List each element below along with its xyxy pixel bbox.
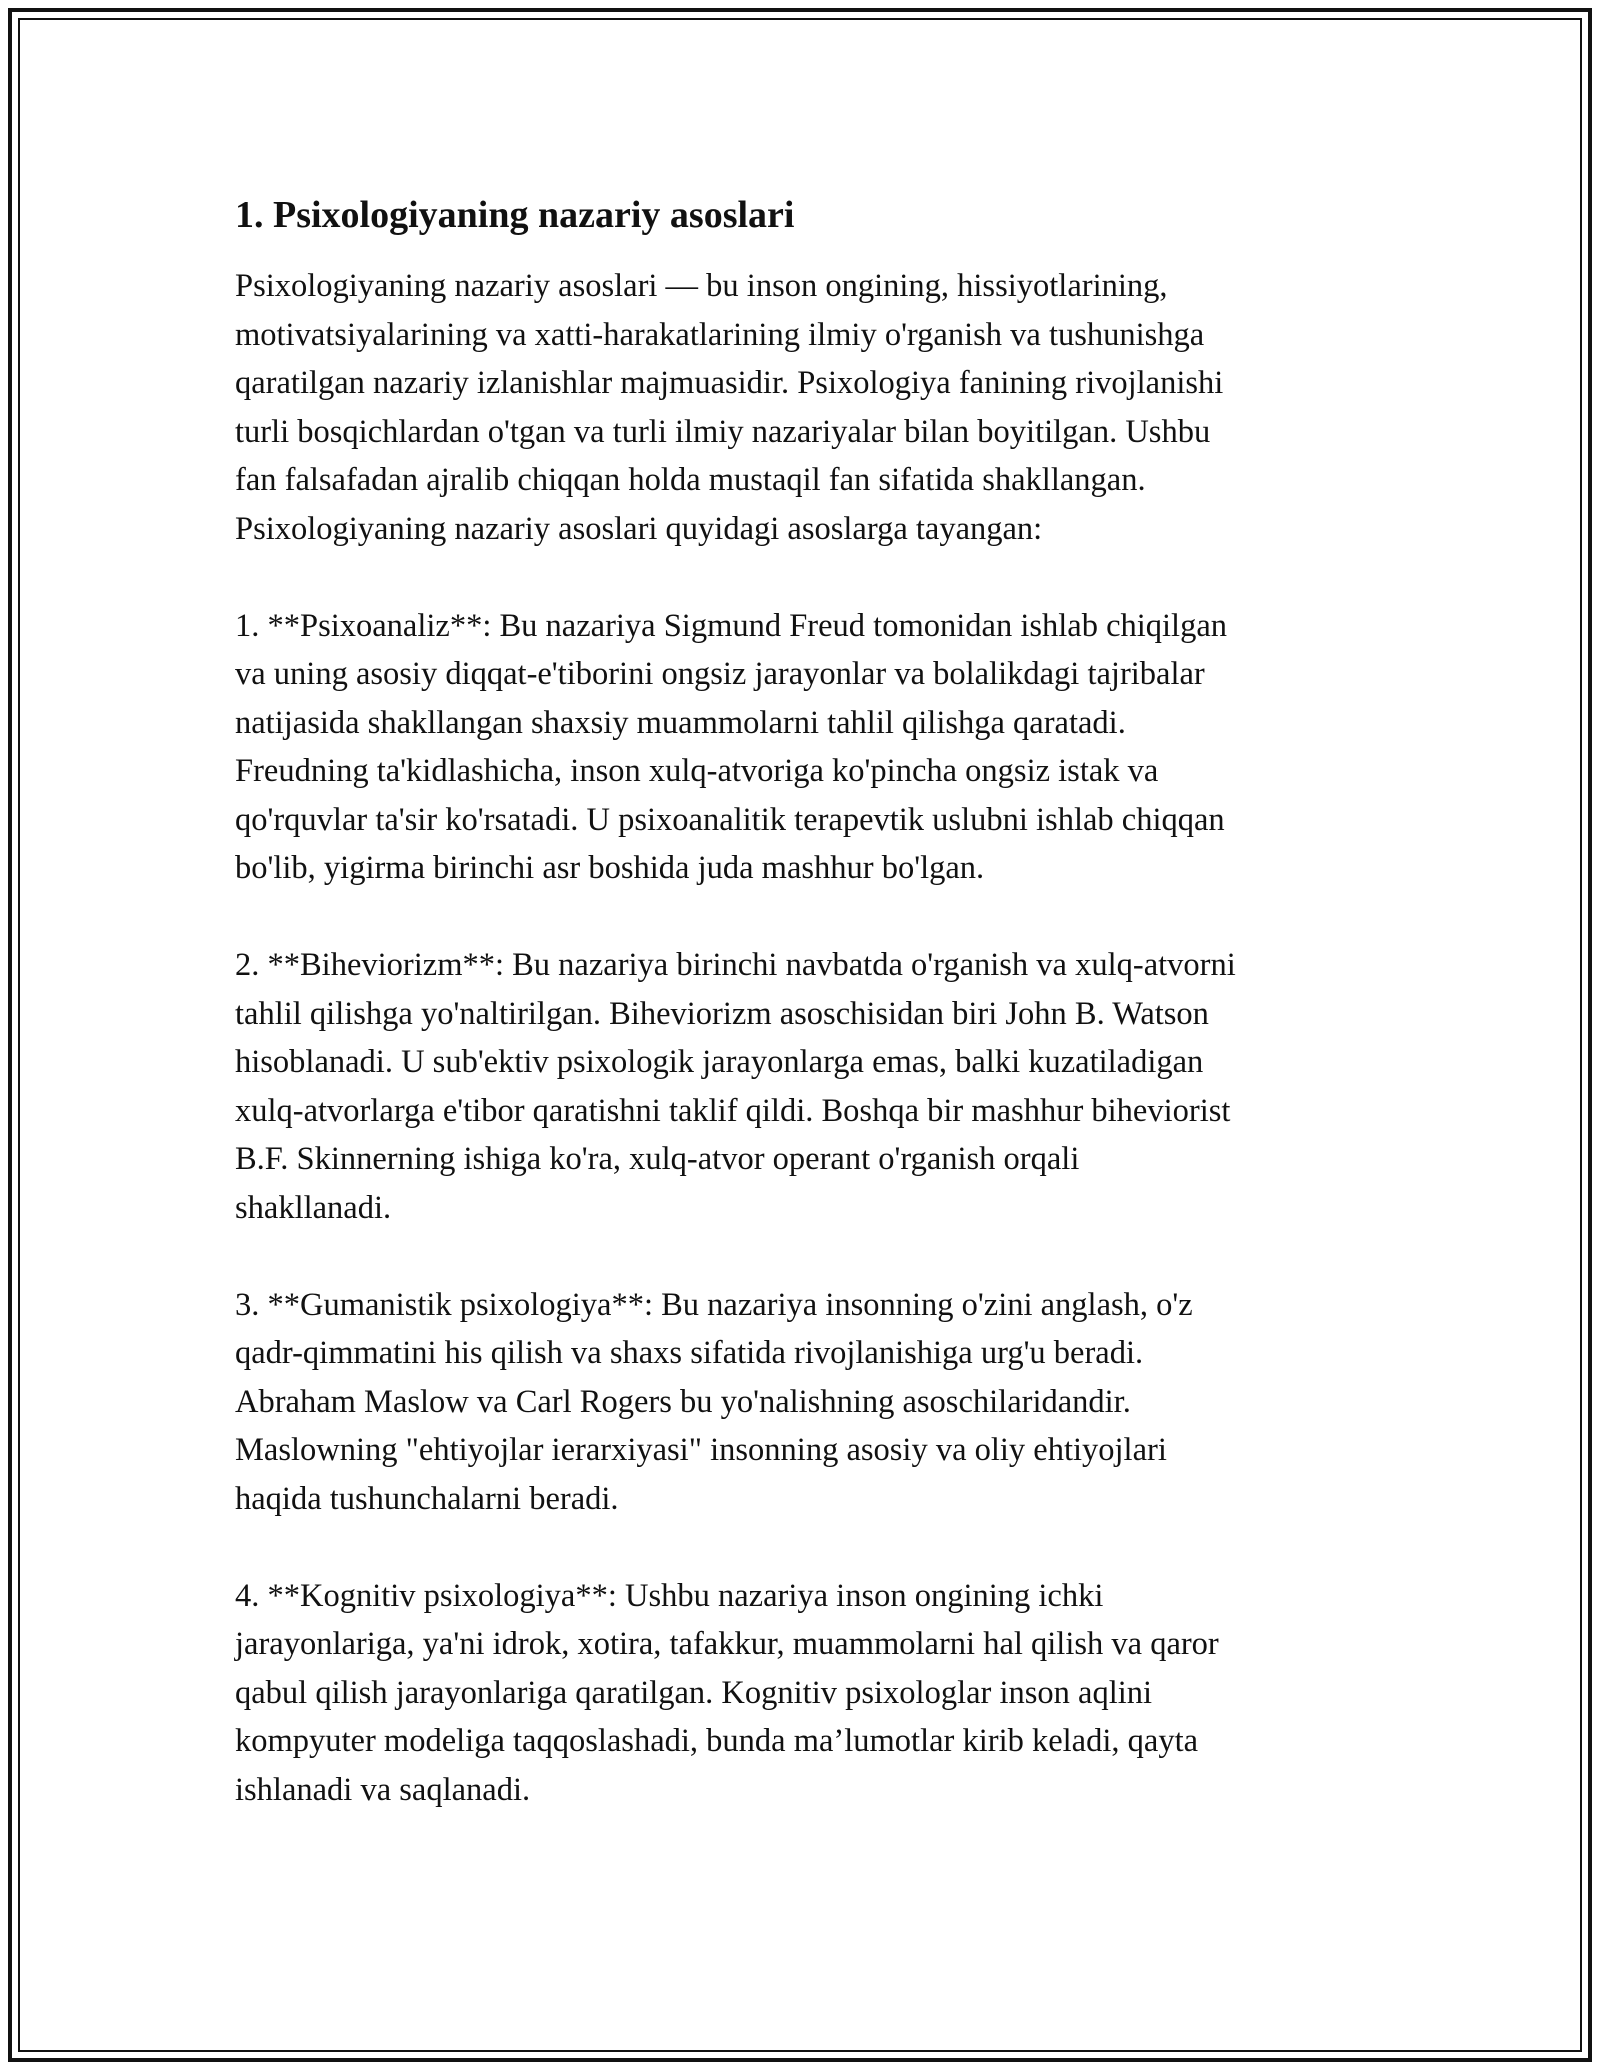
intro-paragraph: Psixologiyaning nazariy asoslari — bu inson ongining, hissiyotlarining, motivatsiyalarining va xatti-harakatlarining ilmiy o'rganish va tushunishga qaratilgan nazariy izlanishlar majmuasidir. Psixologiya fanining rivojlanishi turli bosqichlardan o'tgan va turli ilmiy nazariyalar bilan boyitilgan. Ushbu fan falsafadan ajralib chiqqan holda mustaqil fan sifatida shakllangan. Psixologiyaning nazariy asoslari quyidagi asoslarga tayangan: xyxy=(235,268,1224,547)
document-body xyxy=(235,190,1375,1814)
list-item-psixoanaliz: 1. **Psixoanaliz**: Bu nazariya Sigmund Freud tomonidan ishlab chiqilgan va uning asosiy diqqat-e'tiborini ongsiz jarayonlar va bolalikdagi tajribalar natijasida shakllangan shaxsiy muammolarni tahlil qilishga qaratadi. Freudning ta'kidlashicha, inson xulq-atvoriga ko'pincha ongsiz istak va qo'rquvlar ta'sir ko'rsatadi. U psixoanalitik terapevtik uslubni ishlab chiqqan bo'lib, yigirma birinchi asr boshida juda mashhur bo'lgan. xyxy=(235,607,1228,886)
list-item-gumanistik-psixologiya: 3. **Gumanistik psixologiya**: Bu nazariya insonning o'zini anglash, o'z qadr-qimmatini his qilish va shaxs sifatida rivojlanishiga urg'u beradi. Abraham Maslow va Carl Rogers bu yo'nalishning asoschilaridandir. Maslowning "ehtiyojlar ierarxiyasi" insonning asosiy va oliy ehtiyojlari haqida tushunchalarni beradi. xyxy=(235,1286,1193,1517)
list-item-biheviorizm: 2. **Biheviorizm**: Bu nazariya birinchi navbatda o'rganish va xulq-atvorni tahlil qilishga yo'naltirilgan. Biheviorizm asoschisidan biri John B. Watson hisoblanadi. U sub'ektiv psixologik jarayonlarga emas, balki kuzatiladigan xulq-atvorlarga e'tibor qaratishni taklif qildi. Boshqa bir mashhur biheviorist B.F. Skinnerning ishiga ko'ra, xulq-atvor operant o'rganish orqali shakllanadi. xyxy=(235,947,1236,1226)
list-item-kognitiv-psixologiya: 4. **Kognitiv psixologiya**: Ushbu nazariya inson ongining ichki jarayonlariga, ya'ni idrok, xotira, tafakkur, muammolarni hal qilish va qaror qabul qilish jarayonlariga qaratilgan. Kognitiv psixologlar inson aqlini kompyuter modeliga taqqoslashadi, bunda ma’lumotlar kirib keladi, qayta ishlanadi va saqlanadi. xyxy=(235,1577,1219,1808)
section-heading: 1. Psixologiyaning nazariy asoslari xyxy=(235,194,795,236)
